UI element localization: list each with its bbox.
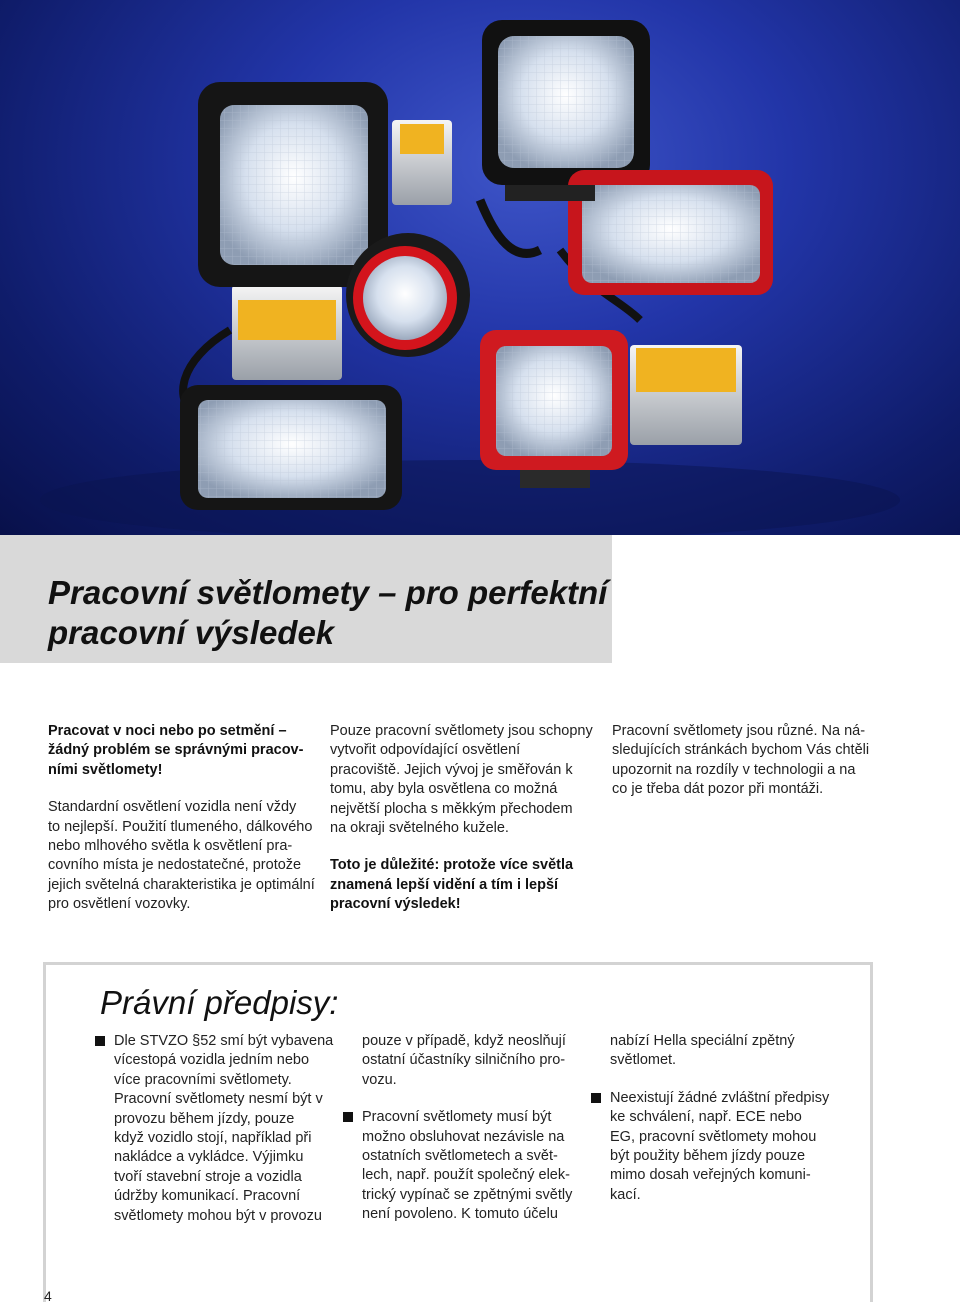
text-line: Pracovní světlomety musí být: [362, 1109, 552, 1126]
text-line: největší plocha s měkkým přechodem: [330, 800, 573, 817]
text-line: světlomety mohou být v provozu: [114, 1207, 322, 1224]
intro-column-2: [330, 722, 600, 915]
text-line: pracoviště. Jejich vývoj je směřován k: [330, 761, 573, 778]
text-line: co je třeba dát pozor při montáži.: [612, 781, 824, 798]
text-line: kací.: [610, 1186, 641, 1203]
page-number: 4: [44, 1288, 52, 1304]
bullet-item: [362, 1108, 592, 1127]
legal-section-title: Právní předpisy:: [100, 984, 339, 1021]
text-line: sledujících stránkách bychom Vás chtěli: [612, 742, 870, 759]
text-line: provozu během jízdy, pouze: [114, 1110, 295, 1127]
text-line: lech, např. použít společný elek-: [362, 1167, 570, 1184]
text-line: trický vypínač se zpětnými světly: [362, 1186, 573, 1203]
legal-column-3: [610, 1032, 850, 1205]
emphasis-line: Toto je důležité: protože více světla: [330, 857, 574, 874]
intro-column-3: [612, 722, 882, 800]
title-band: [0, 535, 612, 663]
text-line: Dle STVZO §52 smí být vybavena: [114, 1033, 334, 1049]
emphasis-line: pracovní výsledek!: [330, 896, 461, 913]
page-title-line: pracovní výsledek: [48, 614, 335, 651]
text-line: údržby komunikací. Pracovní: [114, 1188, 301, 1205]
emphasis-line: znamená lepší vidění a tím i lepší: [330, 876, 559, 893]
text-line: vozu.: [362, 1071, 397, 1088]
text-line: pouze v případě, když neoslňují: [362, 1033, 566, 1049]
product-photo: [0, 0, 960, 535]
text-line: nabízí Hella speciální zpětný: [610, 1033, 795, 1049]
bullet-item: [610, 1089, 850, 1108]
text-line: Neexistují žádné zvláštní předpisy: [610, 1089, 830, 1106]
text-line: nakládce a vykládce. Výjimku: [114, 1149, 304, 1166]
legal-column-2: [362, 1032, 592, 1225]
square-bullet-icon: [591, 1093, 601, 1103]
text-line: covního místa je nedostatečné, protože: [48, 857, 302, 874]
text-line: nebo mlhového světla k osvětlení pra-: [48, 838, 293, 855]
text-line: světlomet.: [610, 1052, 677, 1069]
intro-lead-line: ními světlomety!: [48, 761, 163, 778]
text-line: Pouze pracovní světlomety jsou schopny: [330, 723, 593, 739]
text-line: EG, pracovní světlomety mohou: [610, 1128, 817, 1145]
page-title: [48, 573, 607, 653]
text-line: Standardní osvětlení vozidla není vždy: [48, 799, 297, 816]
text-line: být použity během jízdy pouze: [610, 1148, 806, 1165]
text-line: Pracovní světlomety nesmí být v: [114, 1091, 323, 1108]
square-bullet-icon: [95, 1036, 105, 1046]
text-line: pro osvětlení vozovky.: [48, 896, 191, 913]
text-line: tomu, aby byla osvětlena co možná: [330, 781, 558, 798]
square-bullet-icon: [343, 1112, 353, 1122]
text-line: vytvořit odpovídající osvětlení: [330, 742, 521, 759]
bullet-item: [114, 1032, 344, 1051]
text-line: více pracovními světlomety.: [114, 1071, 292, 1088]
text-line: ke schválení, např. ECE nebo: [610, 1109, 802, 1126]
text-line: možno obsluhovat nezávisle na: [362, 1128, 565, 1145]
text-line: ostatní účastníky silničního pro-: [362, 1052, 566, 1069]
page-title-line: Pracovní světlomety – pro perfektní: [48, 574, 608, 611]
legal-column-1: [114, 1032, 344, 1226]
text-line: není povoleno. K tomuto účelu: [362, 1206, 558, 1223]
intro-column-1: [48, 722, 318, 915]
text-line: když vozidlo stojí, například při: [114, 1130, 312, 1147]
text-line: ostatních světlometech a svět-: [362, 1148, 558, 1165]
intro-lead-line: žádný problém se správnými pracov-: [48, 742, 304, 759]
text-line: na okraji světelného kužele.: [330, 820, 509, 837]
intro-lead-line: Pracovat v noci nebo po setmění –: [48, 723, 287, 739]
text-line: mimo dosah veřejných komuni-: [610, 1167, 811, 1184]
text-line: upozornit na rozdíly v technologii a na: [612, 761, 856, 778]
text-line: to nejlepší. Použití tlumeného, dálkového: [48, 818, 313, 835]
work-lights-illustration: [0, 0, 960, 535]
text-line: vícestopá vozidla jedním nebo: [114, 1052, 310, 1069]
text-line: tvoří stavební stroje a vozidla: [114, 1168, 302, 1185]
text-line: Pracovní světlomety jsou různé. Na ná-: [612, 723, 866, 739]
text-line: jejich světelná charakteristika je optimální: [48, 876, 315, 893]
